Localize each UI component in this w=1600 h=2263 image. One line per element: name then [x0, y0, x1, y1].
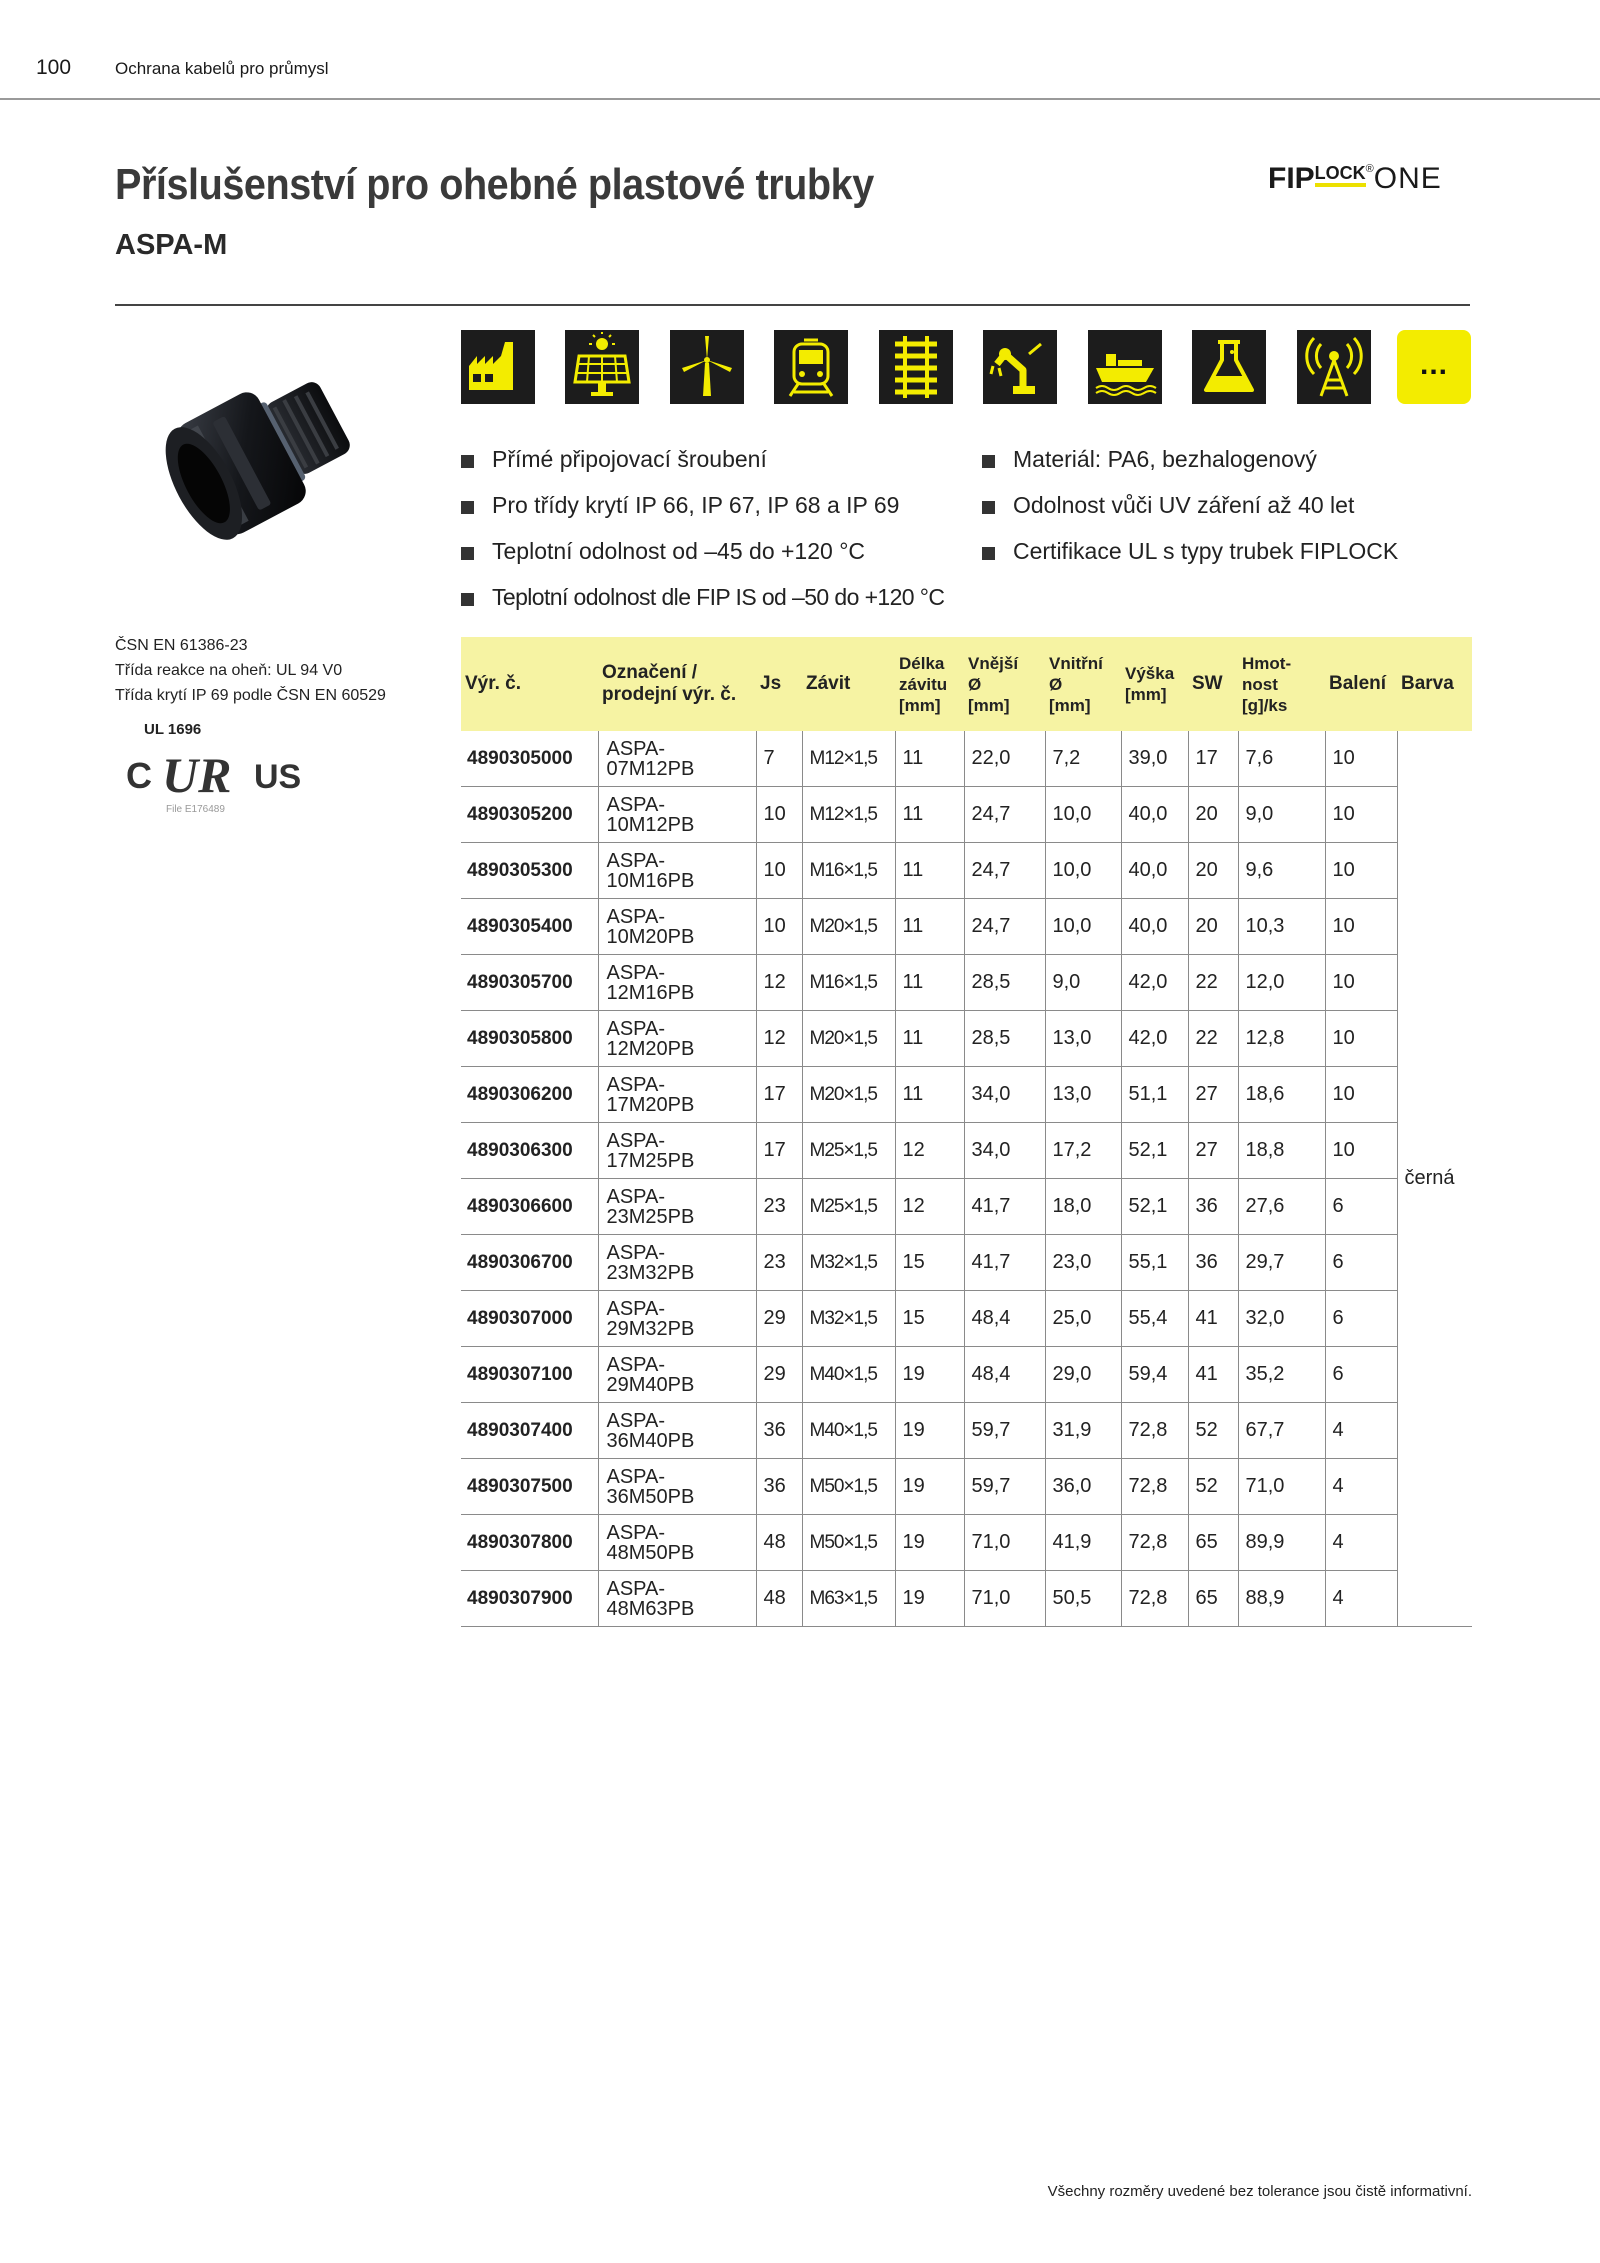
- cell-inner-diameter: 9,0: [1045, 955, 1121, 1011]
- cell-thread: M32×1,5: [802, 1235, 895, 1291]
- cert-line: Třída krytí IP 69 podle ČSN EN 60529: [115, 687, 386, 704]
- cell-sw: 22: [1188, 955, 1238, 1011]
- ul-ur-mark: UR: [162, 747, 232, 803]
- feature-item: Pro třídy krytí IP 66, IP 67, IP 68 a IP 69: [461, 492, 899, 519]
- cell-thread: M25×1,5: [802, 1123, 895, 1179]
- specification-table: [461, 637, 1472, 1627]
- cell-designation: ASPA-23M32PB: [598, 1235, 756, 1291]
- cell-js: 17: [756, 1067, 802, 1123]
- cell-weight: 89,9: [1238, 1515, 1325, 1571]
- cell-packaging: 6: [1325, 1347, 1397, 1403]
- cell-thread: M20×1,5: [802, 1067, 895, 1123]
- brand-part-lock: LOCK: [1315, 163, 1366, 187]
- cert-line: Třída reakce na oheň: UL 94 V0: [115, 662, 343, 679]
- cell-designation: ASPA-17M20PB: [598, 1067, 756, 1123]
- cell-js: 36: [756, 1459, 802, 1515]
- table-row: [461, 787, 1472, 843]
- cell-js: 36: [756, 1403, 802, 1459]
- cell-packaging: 10: [1325, 843, 1397, 899]
- factory-icon: [461, 330, 535, 404]
- cell-js: 10: [756, 787, 802, 843]
- cell-designation: ASPA-23M25PB: [598, 1179, 756, 1235]
- table-row: [461, 955, 1472, 1011]
- cell-designation: ASPA-10M20PB: [598, 899, 756, 955]
- col-header-vnitrni: Vnitřní Ø [mm]: [1045, 637, 1121, 731]
- cell-outer-diameter: 48,4: [964, 1347, 1045, 1403]
- cell-sw: 52: [1188, 1403, 1238, 1459]
- cell-outer-diameter: 24,7: [964, 787, 1045, 843]
- cell-designation: ASPA-48M63PB: [598, 1571, 756, 1627]
- cell-article-number: 4890306300: [461, 1123, 598, 1179]
- more-icon-label: ...: [1419, 348, 1448, 381]
- cell-thread: M16×1,5: [802, 843, 895, 899]
- cell-sw: 41: [1188, 1347, 1238, 1403]
- table-row: [461, 1123, 1472, 1179]
- cell-thread: M12×1,5: [802, 731, 895, 787]
- cell-thread-length: 11: [895, 1067, 964, 1123]
- col-header-zavit: Závit: [802, 637, 895, 731]
- cell-outer-diameter: 24,7: [964, 843, 1045, 899]
- col-header-js: Js: [756, 637, 802, 731]
- brand-part-fip: FIP: [1268, 162, 1315, 195]
- cell-height: 59,4: [1121, 1347, 1188, 1403]
- table-row: [461, 1515, 1472, 1571]
- cell-js: 10: [756, 843, 802, 899]
- cell-weight: 67,7: [1238, 1403, 1325, 1459]
- feature-item: Certifikace UL s typy trubek FIPLOCK: [982, 538, 1398, 565]
- cell-weight: 12,0: [1238, 955, 1325, 1011]
- cell-thread: M63×1,5: [802, 1571, 895, 1627]
- cell-weight: 9,6: [1238, 843, 1325, 899]
- cell-height: 40,0: [1121, 899, 1188, 955]
- cell-inner-diameter: 23,0: [1045, 1235, 1121, 1291]
- header-divider: [0, 98, 1600, 100]
- cell-inner-diameter: 29,0: [1045, 1347, 1121, 1403]
- cell-inner-diameter: 10,0: [1045, 843, 1121, 899]
- cell-height: 55,4: [1121, 1291, 1188, 1347]
- cell-thread-length: 12: [895, 1179, 964, 1235]
- col-header-sw: SW: [1188, 637, 1238, 731]
- cell-js: 10: [756, 899, 802, 955]
- cell-designation: ASPA-12M16PB: [598, 955, 756, 1011]
- cell-height: 42,0: [1121, 1011, 1188, 1067]
- col-header-delka: Délka závitu [mm]: [895, 637, 964, 731]
- cell-article-number: 4890305000: [461, 731, 598, 787]
- cell-packaging: 10: [1325, 955, 1397, 1011]
- cell-height: 40,0: [1121, 843, 1188, 899]
- cell-thread-length: 11: [895, 1011, 964, 1067]
- application-icons: [461, 330, 1471, 404]
- cell-outer-diameter: 59,7: [964, 1459, 1045, 1515]
- cell-thread: M50×1,5: [802, 1515, 895, 1571]
- cell-packaging: 10: [1325, 1067, 1397, 1123]
- cell-sw: 52: [1188, 1459, 1238, 1515]
- cell-thread-length: 19: [895, 1515, 964, 1571]
- cell-outer-diameter: 71,0: [964, 1515, 1045, 1571]
- cell-inner-diameter: 13,0: [1045, 1011, 1121, 1067]
- cell-designation: ASPA-10M12PB: [598, 787, 756, 843]
- cell-weight: 71,0: [1238, 1459, 1325, 1515]
- cell-packaging: 10: [1325, 1123, 1397, 1179]
- cell-article-number: 4890307100: [461, 1347, 598, 1403]
- cell-weight: 29,7: [1238, 1235, 1325, 1291]
- feature-item: Přímé připojovací šroubení: [461, 446, 767, 473]
- cell-designation: ASPA-10M16PB: [598, 843, 756, 899]
- cell-outer-diameter: 28,5: [964, 955, 1045, 1011]
- cell-outer-diameter: 34,0: [964, 1067, 1045, 1123]
- table-row: [461, 1403, 1472, 1459]
- cell-designation: ASPA-29M40PB: [598, 1347, 756, 1403]
- cell-js: 17: [756, 1123, 802, 1179]
- brand-part-one: ONE: [1373, 162, 1442, 195]
- cell-sw: 17: [1188, 731, 1238, 787]
- product-family-title: ASPA-M: [115, 229, 228, 261]
- cell-js: 29: [756, 1347, 802, 1403]
- cell-height: 42,0: [1121, 955, 1188, 1011]
- cell-inner-diameter: 18,0: [1045, 1179, 1121, 1235]
- ul-c-mark: C: [126, 755, 152, 796]
- col-header-vyska: Výška [mm]: [1121, 637, 1188, 731]
- cell-weight: 18,6: [1238, 1067, 1325, 1123]
- page-title: Příslušenství pro ohebné plastové trubky: [115, 160, 874, 209]
- cell-sw: 22: [1188, 1011, 1238, 1067]
- cell-packaging: 10: [1325, 899, 1397, 955]
- cell-outer-diameter: 41,7: [964, 1179, 1045, 1235]
- cell-weight: 88,9: [1238, 1571, 1325, 1627]
- cell-height: 72,8: [1121, 1571, 1188, 1627]
- cell-js: 29: [756, 1291, 802, 1347]
- cell-packaging: 6: [1325, 1291, 1397, 1347]
- cell-height: 51,1: [1121, 1067, 1188, 1123]
- more-icon: [1397, 330, 1471, 404]
- cell-sw: 36: [1188, 1235, 1238, 1291]
- feature-item: Teplotní odolnost dle FIP IS od –50 do +120 °C: [461, 584, 944, 611]
- cell-weight: 7,6: [1238, 731, 1325, 787]
- cell-designation: ASPA-12M20PB: [598, 1011, 756, 1067]
- cert-line: ČSN EN 61386-23: [115, 637, 248, 654]
- cell-thread: M40×1,5: [802, 1347, 895, 1403]
- cell-height: 55,1: [1121, 1235, 1188, 1291]
- brand-registered: ®: [1365, 163, 1374, 175]
- cell-inner-diameter: 10,0: [1045, 787, 1121, 843]
- cell-outer-diameter: 48,4: [964, 1291, 1045, 1347]
- cell-article-number: 4890306700: [461, 1235, 598, 1291]
- table-row: [461, 1067, 1472, 1123]
- cell-packaging: 10: [1325, 731, 1397, 787]
- cell-js: 12: [756, 1011, 802, 1067]
- cell-article-number: 4890305400: [461, 899, 598, 955]
- cell-js: 23: [756, 1179, 802, 1235]
- cell-height: 72,8: [1121, 1459, 1188, 1515]
- feature-item: Materiál: PA6, bezhalogenový: [982, 446, 1317, 473]
- cell-packaging: 4: [1325, 1459, 1397, 1515]
- cell-thread-length: 11: [895, 955, 964, 1011]
- antenna-tower-icon: [1297, 330, 1371, 404]
- table-row: [461, 1179, 1472, 1235]
- table-header-row: [461, 637, 1472, 731]
- cell-inner-diameter: 25,0: [1045, 1291, 1121, 1347]
- cell-thread-length: 19: [895, 1403, 964, 1459]
- cell-designation: ASPA-48M50PB: [598, 1515, 756, 1571]
- ul-recognized-logo: [126, 716, 306, 828]
- cell-sw: 65: [1188, 1515, 1238, 1571]
- cell-article-number: 4890306600: [461, 1179, 598, 1235]
- subtitle-divider: [115, 304, 1470, 306]
- cell-inner-diameter: 36,0: [1045, 1459, 1121, 1515]
- col-header-hmotnost: Hmot- nost [g]/ks: [1238, 637, 1325, 731]
- cell-article-number: 4890305700: [461, 955, 598, 1011]
- cell-article-number: 4890307800: [461, 1515, 598, 1571]
- cell-article-number: 4890305200: [461, 787, 598, 843]
- certification-notes: [115, 633, 386, 708]
- cell-designation: ASPA-17M25PB: [598, 1123, 756, 1179]
- col-header-vnejsi: Vnější Ø [mm]: [964, 637, 1045, 731]
- table-row: [461, 1291, 1472, 1347]
- cell-packaging: 6: [1325, 1235, 1397, 1291]
- ul-us-mark: US: [254, 758, 302, 796]
- cell-weight: 18,8: [1238, 1123, 1325, 1179]
- cell-thread: M50×1,5: [802, 1459, 895, 1515]
- wind-turbine-icon: [670, 330, 744, 404]
- cell-height: 52,1: [1121, 1179, 1188, 1235]
- cell-outer-diameter: 34,0: [964, 1123, 1045, 1179]
- col-header-barva: Barva: [1397, 637, 1472, 731]
- cell-article-number: 4890305800: [461, 1011, 598, 1067]
- cell-designation: ASPA-07M12PB: [598, 731, 756, 787]
- table-row: [461, 1459, 1472, 1515]
- cell-inner-diameter: 41,9: [1045, 1515, 1121, 1571]
- cell-inner-diameter: 7,2: [1045, 731, 1121, 787]
- cell-designation: ASPA-36M40PB: [598, 1403, 756, 1459]
- cell-sw: 20: [1188, 787, 1238, 843]
- cell-js: 12: [756, 955, 802, 1011]
- page-header: [0, 0, 1600, 100]
- cell-height: 40,0: [1121, 787, 1188, 843]
- cell-thread: M20×1,5: [802, 899, 895, 955]
- cell-sw: 65: [1188, 1571, 1238, 1627]
- cell-height: 72,8: [1121, 1403, 1188, 1459]
- cell-sw: 27: [1188, 1123, 1238, 1179]
- robot-arm-icon: [983, 330, 1057, 404]
- cell-article-number: 4890306200: [461, 1067, 598, 1123]
- cell-thread-length: 19: [895, 1347, 964, 1403]
- table-row: [461, 1347, 1472, 1403]
- feature-item: Teplotní odolnost od –45 do +120 °C: [461, 538, 865, 565]
- product-photo: [140, 348, 400, 578]
- cell-js: 48: [756, 1515, 802, 1571]
- cell-weight: 12,8: [1238, 1011, 1325, 1067]
- cell-sw: 20: [1188, 899, 1238, 955]
- ul-file-number: File E176489: [166, 804, 225, 815]
- footer-note: Všechny rozměry uvedené bez tolerance jsou čistě informativní.: [1047, 2183, 1472, 2200]
- cell-article-number: 4890307500: [461, 1459, 598, 1515]
- table-row: [461, 1235, 1472, 1291]
- cell-packaging: 10: [1325, 1011, 1397, 1067]
- cell-thread: M16×1,5: [802, 955, 895, 1011]
- cell-weight: 32,0: [1238, 1291, 1325, 1347]
- cell-designation: ASPA-36M50PB: [598, 1459, 756, 1515]
- cell-outer-diameter: 59,7: [964, 1403, 1045, 1459]
- cell-thread-length: 19: [895, 1571, 964, 1627]
- cell-height: 39,0: [1121, 731, 1188, 787]
- cell-packaging: 4: [1325, 1403, 1397, 1459]
- laboratory-flask-icon: [1192, 330, 1266, 404]
- cell-packaging: 10: [1325, 787, 1397, 843]
- cell-packaging: 6: [1325, 1179, 1397, 1235]
- cell-sw: 27: [1188, 1067, 1238, 1123]
- cell-outer-diameter: 28,5: [964, 1011, 1045, 1067]
- cell-article-number: 4890307400: [461, 1403, 598, 1459]
- table-row: [461, 1011, 1472, 1067]
- cell-js: 23: [756, 1235, 802, 1291]
- cell-thread-length: 19: [895, 1459, 964, 1515]
- cell-weight: 9,0: [1238, 787, 1325, 843]
- cell-article-number: 4890307000: [461, 1291, 598, 1347]
- cell-weight: 27,6: [1238, 1179, 1325, 1235]
- feature-item: Odolnost vůči UV záření až 40 let: [982, 492, 1354, 519]
- cell-article-number: 4890307900: [461, 1571, 598, 1627]
- cell-inner-diameter: 10,0: [1045, 899, 1121, 955]
- cell-outer-diameter: 24,7: [964, 899, 1045, 955]
- cell-thread: M25×1,5: [802, 1179, 895, 1235]
- cell-article-number: 4890305300: [461, 843, 598, 899]
- cell-sw: 20: [1188, 843, 1238, 899]
- section-title: Ochrana kabelů pro průmysl: [115, 59, 329, 78]
- ul-standard-text: UL 1696: [144, 721, 202, 738]
- cell-js: 7: [756, 731, 802, 787]
- table-row: [461, 899, 1472, 955]
- cell-designation: ASPA-29M32PB: [598, 1291, 756, 1347]
- cell-thread: M12×1,5: [802, 787, 895, 843]
- cell-height: 52,1: [1121, 1123, 1188, 1179]
- cell-sw: 41: [1188, 1291, 1238, 1347]
- table-row: [461, 1571, 1472, 1627]
- cell-outer-diameter: 41,7: [964, 1235, 1045, 1291]
- page-number: 100: [36, 56, 72, 79]
- cell-weight: 10,3: [1238, 899, 1325, 955]
- train-icon: [774, 330, 848, 404]
- cell-outer-diameter: 22,0: [964, 731, 1045, 787]
- table-row: [461, 843, 1472, 899]
- cell-thread-length: 11: [895, 787, 964, 843]
- cell-thread-length: 12: [895, 1123, 964, 1179]
- cell-inner-diameter: 13,0: [1045, 1067, 1121, 1123]
- cell-js: 48: [756, 1571, 802, 1627]
- cell-thread-length: 11: [895, 731, 964, 787]
- col-header-oznaceni: Označení / prodejní výr. č.: [598, 637, 756, 731]
- cell-color: černá: [1397, 731, 1472, 1627]
- cell-packaging: 4: [1325, 1571, 1397, 1627]
- cell-thread-length: 15: [895, 1291, 964, 1347]
- cell-inner-diameter: 17,2: [1045, 1123, 1121, 1179]
- cell-inner-diameter: 50,5: [1045, 1571, 1121, 1627]
- ship-icon: [1088, 330, 1162, 404]
- col-header-vyr: Výr. č.: [461, 637, 598, 731]
- cell-inner-diameter: 31,9: [1045, 1403, 1121, 1459]
- cell-sw: 36: [1188, 1179, 1238, 1235]
- cell-thread-length: 11: [895, 899, 964, 955]
- cell-thread: M32×1,5: [802, 1291, 895, 1347]
- cell-thread-length: 11: [895, 843, 964, 899]
- col-header-baleni: Balení: [1325, 637, 1397, 731]
- cell-weight: 35,2: [1238, 1347, 1325, 1403]
- cell-height: 72,8: [1121, 1515, 1188, 1571]
- fiplock-one-logo: [1268, 162, 1442, 202]
- cell-thread: M20×1,5: [802, 1011, 895, 1067]
- solar-panel-icon: [565, 330, 639, 404]
- railway-track-icon: [879, 330, 953, 404]
- cell-outer-diameter: 71,0: [964, 1571, 1045, 1627]
- table-row: [461, 731, 1472, 787]
- cell-thread: M40×1,5: [802, 1403, 895, 1459]
- cell-packaging: 4: [1325, 1515, 1397, 1571]
- cell-thread-length: 15: [895, 1235, 964, 1291]
